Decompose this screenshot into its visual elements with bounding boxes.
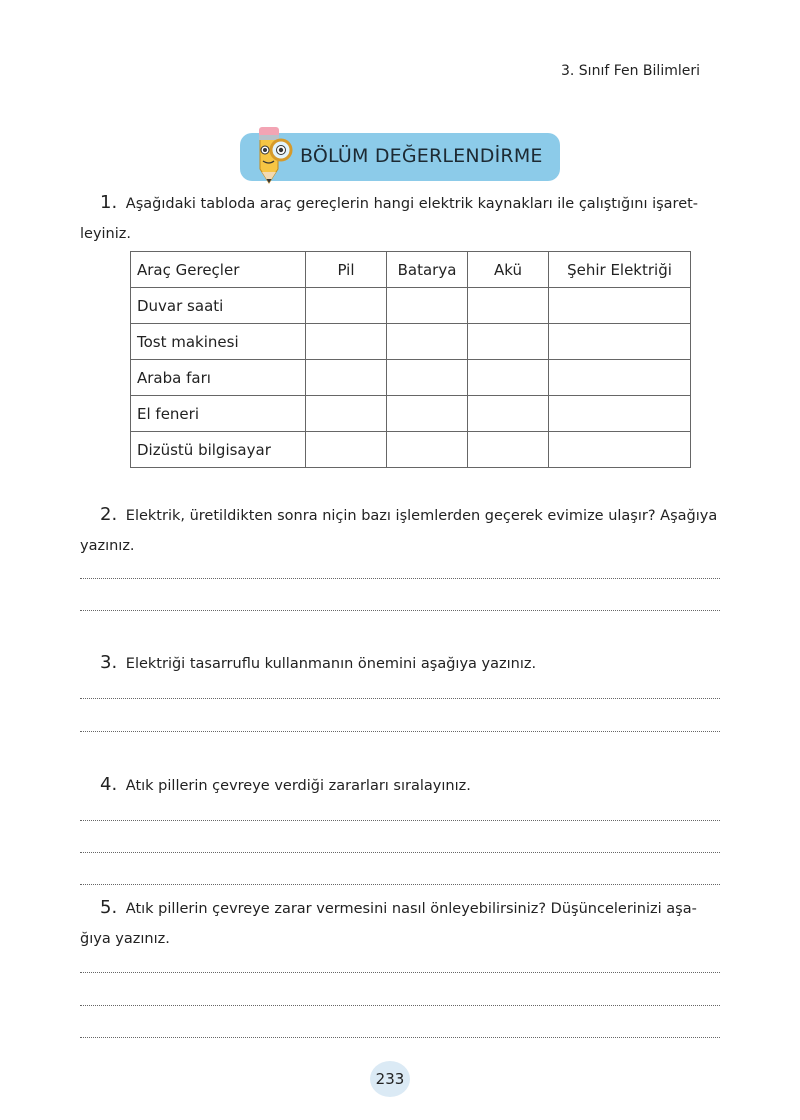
table-row-label: El feneri — [131, 396, 306, 432]
question-5-number: 5. — [100, 897, 118, 918]
page-number: 233 — [370, 1061, 410, 1097]
question-3-text: Elektriği tasarruflu kullanmanın önemini aşağıya yazınız. — [125, 656, 537, 672]
answer-line[interactable] — [80, 884, 720, 885]
checkbox-cell[interactable] — [468, 324, 549, 360]
answer-line[interactable] — [80, 852, 720, 853]
question-2 — [80, 500, 720, 561]
checkbox-cell[interactable] — [468, 360, 549, 396]
table-header: Akü — [468, 252, 549, 288]
checkbox-cell[interactable] — [306, 360, 387, 396]
table-header-row — [131, 252, 691, 288]
table-row — [131, 432, 691, 468]
table-row-label: Tost makinesi — [131, 324, 306, 360]
table-row-label: Duvar saati — [131, 288, 306, 324]
checkbox-cell[interactable] — [549, 360, 691, 396]
checkbox-cell[interactable] — [549, 432, 691, 468]
table-header: Pil — [306, 252, 387, 288]
checkbox-cell[interactable] — [549, 324, 691, 360]
question-4-number: 4. — [100, 774, 118, 795]
question-1-text: Aşağıdaki tabloda araç gereçlerin hangi elektrik kaynakları ile çalıştığını işaret-leyiniz. — [80, 196, 699, 242]
pencil-mascot-icon — [248, 117, 298, 187]
checkbox-cell[interactable] — [306, 396, 387, 432]
banner-title: BÖLÜM DEĞERLENDİRME — [300, 145, 543, 167]
checkbox-cell[interactable] — [306, 288, 387, 324]
header-subject: 3. Sınıf Fen Bilimleri — [560, 63, 700, 79]
checkbox-cell[interactable] — [387, 288, 468, 324]
question-1-number: 1. — [100, 192, 118, 213]
question-3-number: 3. — [100, 652, 118, 673]
table-row-label: Dizüstü bilgisayar — [131, 432, 306, 468]
answer-line[interactable] — [80, 1005, 720, 1006]
answer-line[interactable] — [80, 1037, 720, 1038]
checkbox-cell[interactable] — [387, 324, 468, 360]
checkbox-cell[interactable] — [468, 396, 549, 432]
question-4-text: Atık pillerin çevreye verdiği zararları sıralayınız. — [125, 778, 471, 794]
checkbox-cell[interactable] — [549, 288, 691, 324]
checkbox-cell[interactable] — [306, 324, 387, 360]
checkbox-cell[interactable] — [549, 396, 691, 432]
table-row — [131, 288, 691, 324]
checkbox-cell[interactable] — [387, 396, 468, 432]
table-row — [131, 360, 691, 396]
question-2-text: Elektrik, üretildikten sonra niçin bazı işlemlerden geçerek evimize ulaşır? Aşağıya yazınız. — [80, 508, 718, 554]
table-row-label: Araba farı — [131, 360, 306, 396]
question-2-number: 2. — [100, 504, 118, 525]
question-4 — [80, 770, 720, 801]
table-header: Araç Gereçler — [131, 252, 306, 288]
question-5-text: Atık pillerin çevreye zarar vermesini nasıl önleyebilirsiniz? Düşüncelerinizi aşa-ğıya yazınız. — [80, 901, 697, 947]
answer-line[interactable] — [80, 698, 720, 699]
answer-line[interactable] — [80, 820, 720, 821]
table-header: Şehir Elektriği — [549, 252, 691, 288]
question-1 — [80, 188, 720, 249]
answer-line[interactable] — [80, 610, 720, 611]
checkbox-cell[interactable] — [387, 432, 468, 468]
checkbox-cell[interactable] — [468, 288, 549, 324]
question-5 — [80, 893, 720, 954]
electric-source-table — [130, 251, 691, 468]
question-3 — [80, 648, 720, 679]
table-row — [131, 324, 691, 360]
answer-line[interactable] — [80, 731, 720, 732]
answer-line[interactable] — [80, 972, 720, 973]
checkbox-cell[interactable] — [387, 360, 468, 396]
table-header: Batarya — [387, 252, 468, 288]
answer-line[interactable] — [80, 578, 720, 579]
checkbox-cell[interactable] — [306, 432, 387, 468]
table-row — [131, 396, 691, 432]
checkbox-cell[interactable] — [468, 432, 549, 468]
